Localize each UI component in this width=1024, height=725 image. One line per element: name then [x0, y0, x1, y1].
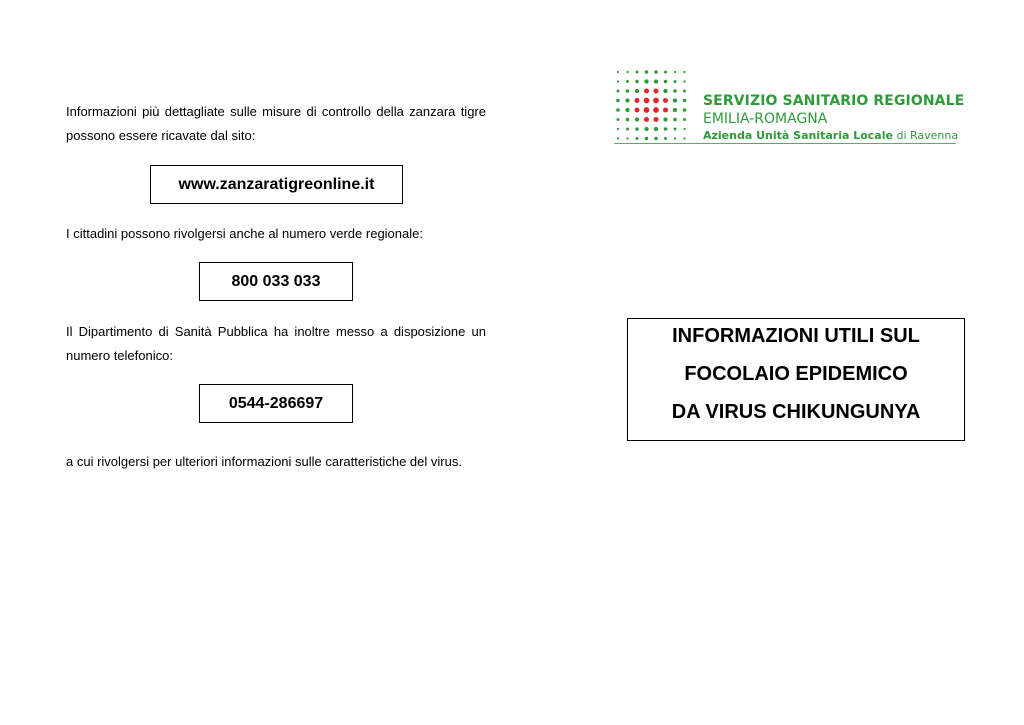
department-line-1: Il Dipartimento di Sanità Pubblica ha inoltre messo a disposizione un: [66, 324, 486, 339]
logo-dot: [673, 98, 677, 102]
logo-dot: [626, 71, 628, 73]
closing-paragraph: a cui rivolgersi per ulteriori informazioni sulle caratteristiche del virus.: [66, 454, 462, 469]
logo-dot: [663, 108, 668, 113]
logo-dot: [683, 118, 686, 121]
logo-dot: [616, 108, 620, 112]
logo-dot: [635, 108, 640, 113]
logo-dot: [626, 80, 629, 83]
website-box[interactable]: [150, 165, 403, 204]
logo-dot: [625, 98, 629, 102]
department-paragraph: [66, 320, 486, 368]
logo-dot: [635, 89, 639, 93]
logo-dot: [683, 71, 685, 73]
logo-dot: [617, 137, 619, 139]
logo-dot: [674, 128, 677, 131]
logo-dot: [674, 80, 677, 83]
logo-dot: [626, 118, 630, 122]
logo-dot: [654, 117, 659, 122]
logo-dot: [654, 70, 658, 74]
logo-dot: [674, 71, 676, 73]
logo-dot: [653, 107, 659, 113]
logo-dot: [636, 71, 639, 74]
logo-dot: [635, 98, 640, 103]
logo-dot: [664, 137, 667, 140]
logo-line-3: [703, 128, 964, 144]
logo-dot: [644, 89, 649, 94]
phone-number: 0544-286697: [228, 394, 324, 412]
logo-dot: [644, 127, 648, 131]
title-box: [627, 318, 965, 441]
logo-dot: [645, 70, 649, 74]
logo-dot: [626, 89, 630, 93]
logo-dot: [636, 137, 639, 140]
logo-dot: [626, 128, 629, 131]
logo-dot: [683, 128, 685, 130]
ssr-dot-logo: [614, 68, 694, 144]
logo-dot: [645, 137, 649, 141]
logo-dot: [663, 89, 667, 93]
logo-dot: [617, 128, 619, 130]
logo-dot: [683, 80, 685, 82]
logo-underline: [614, 143, 956, 144]
logo-dot: [664, 71, 667, 74]
logo-dot: [673, 89, 677, 93]
logo-dot: [673, 118, 677, 122]
logo-line-3-bold: Azienda Unità Sanitaria Locale: [703, 129, 893, 142]
logo-dot: [654, 127, 658, 131]
title-line-3: DA VIRUS CHIKUNGUNYA: [671, 401, 921, 423]
logo-dot: [635, 127, 639, 131]
logo-line-2: EMILIA-ROMAGNA: [703, 111, 828, 127]
logo-dot: [673, 108, 677, 112]
intro-paragraph: [66, 100, 486, 148]
logo-dot: [654, 137, 658, 141]
logo-dot: [644, 107, 650, 113]
logo-dot: [663, 117, 667, 121]
green-number: 800 033 033: [231, 272, 321, 290]
logo-dot: [617, 118, 620, 121]
green-number-box: [199, 262, 353, 301]
logo-dot: [654, 79, 658, 83]
logo-line-3-rest: di Ravenna: [892, 129, 959, 142]
logo-dot: [644, 117, 649, 122]
logo-dot: [644, 98, 650, 104]
logo-dot: [617, 80, 619, 82]
website-link[interactable]: www.zanzaratigreonline.it: [178, 175, 375, 193]
intro-line-1: Informazioni più dettagliate sulle misure di controllo della zanzara tigre: [66, 104, 486, 119]
logo-dot: [664, 127, 668, 131]
logo-dot: [653, 98, 659, 104]
logo-dot: [683, 108, 687, 112]
logo-dot: [683, 137, 685, 139]
logo-dot: [664, 80, 668, 84]
logo-dot: [617, 90, 620, 93]
logo-dot: [683, 90, 686, 93]
logo-dot: [635, 80, 639, 84]
logo-dot: [635, 117, 639, 121]
logo-line-1: SERVIZIO SANITARIO REGIONALE: [703, 93, 965, 109]
title-line-2: FOCOLAIO EPIDEMICO: [684, 363, 908, 385]
logo-dot: [674, 137, 676, 139]
logo-dot: [617, 71, 619, 73]
logo-dot: [683, 99, 687, 103]
department-line-2: numero telefonico:: [66, 348, 173, 363]
logo-dot: [654, 89, 659, 94]
phone-box: [199, 384, 353, 423]
title-line-1: INFORMAZIONI UTILI SUL: [672, 325, 920, 347]
logo-text: [703, 92, 964, 144]
logo-dot: [616, 99, 620, 103]
logo-dot: [626, 137, 628, 139]
logo-dot: [663, 98, 668, 103]
logo-dot: [625, 108, 629, 112]
green-number-paragraph: I cittadini possono rivolgersi anche al numero verde regionale:: [66, 226, 423, 241]
intro-line-2: possono essere ricavate dal sito:: [66, 128, 256, 143]
logo-dot: [644, 79, 648, 83]
